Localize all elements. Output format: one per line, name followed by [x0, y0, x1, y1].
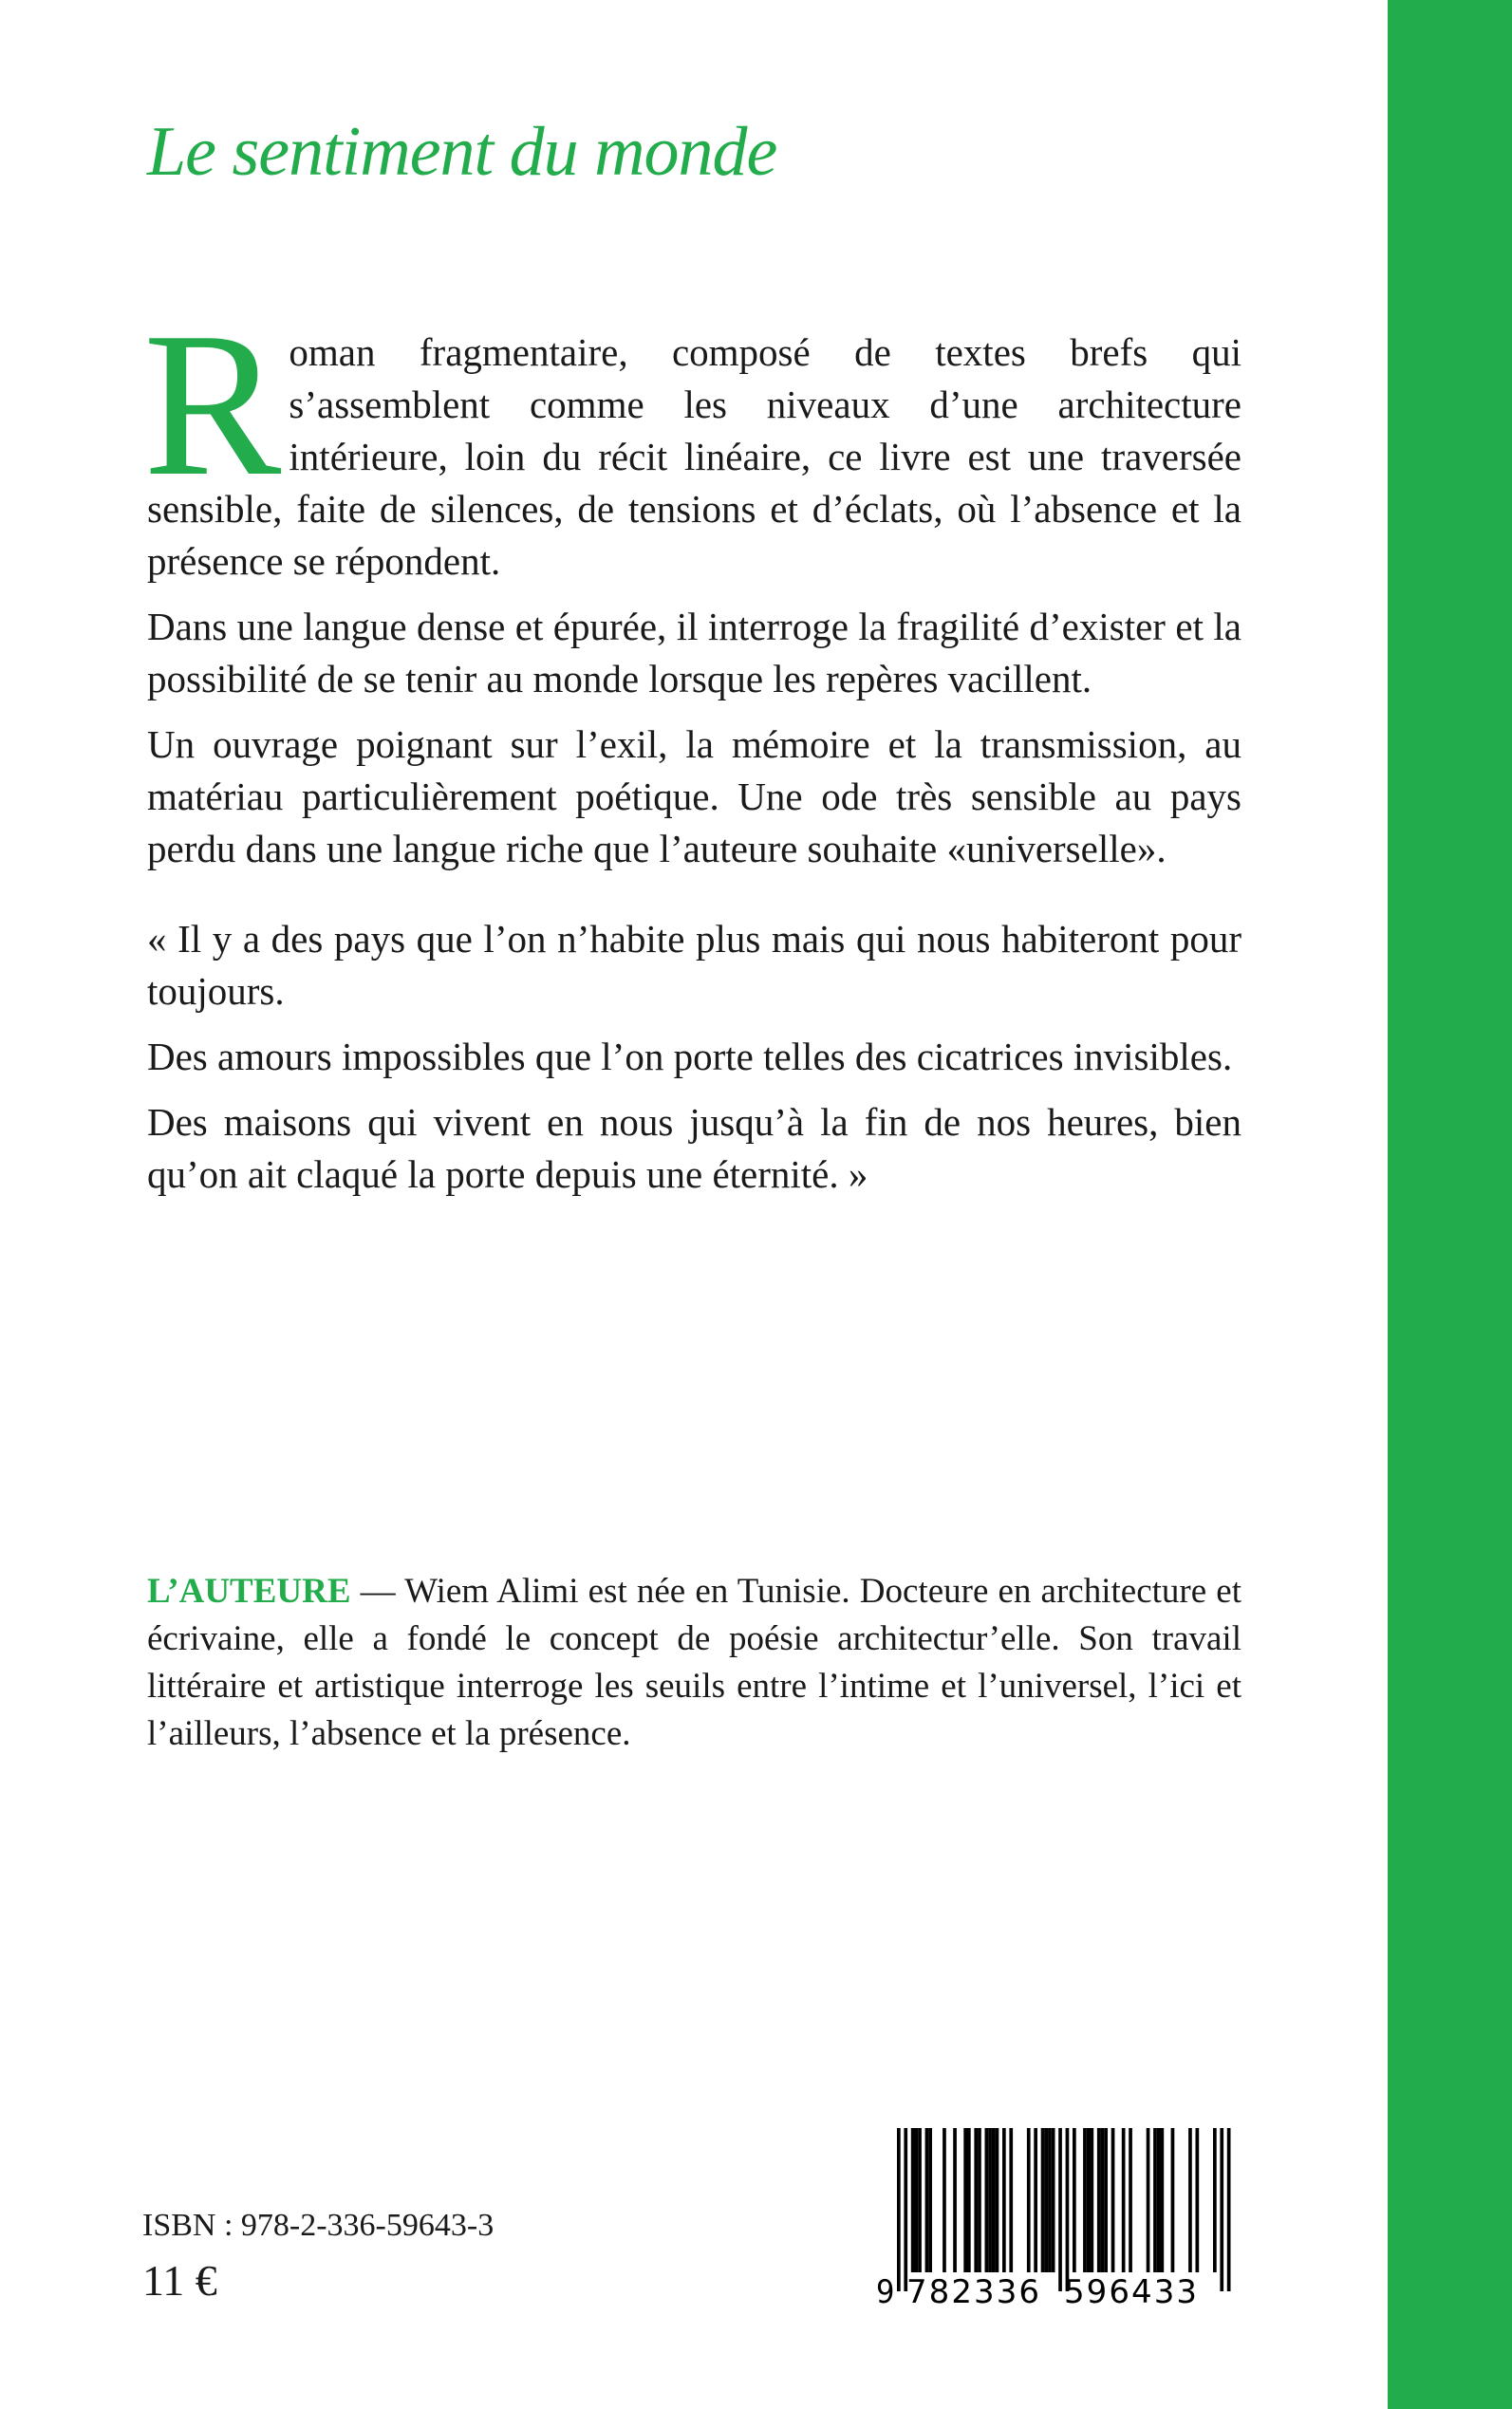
barcode-bar — [1213, 2128, 1217, 2272]
price: 11 € — [142, 2256, 217, 2305]
barcode-bar — [918, 2128, 922, 2272]
barcode-bar — [1122, 2128, 1126, 2272]
barcode-first-digit: 9 — [876, 2273, 895, 2306]
barcode-bar — [928, 2128, 932, 2272]
author-bio — [147, 1568, 1241, 1758]
barcode-bar — [1129, 2128, 1132, 2272]
barcode-bar — [1157, 2128, 1161, 2272]
green-spine-band — [1388, 0, 1512, 2409]
barcode-bar — [1009, 2128, 1013, 2272]
barcode-left-digits: 782336 — [906, 2273, 1039, 2306]
barcode-bar — [988, 2128, 992, 2272]
blurb-paragraph-2: Dans une langue dense et épurée, il interroge la fragilité d’exister et la possibilité de se tenir au monde lorsque les repères vacillent. — [147, 605, 1241, 700]
barcode — [868, 2126, 1248, 2306]
barcode-bar — [1044, 2128, 1048, 2272]
barcode-bar — [1097, 2128, 1101, 2272]
barcode-bar — [974, 2128, 978, 2272]
barcode-bar — [1147, 2128, 1150, 2272]
barcode-bar — [1227, 2128, 1231, 2291]
barcode-bar — [1083, 2128, 1087, 2272]
barcode-bars — [897, 2128, 1231, 2291]
barcode-bar — [992, 2128, 996, 2272]
barcode-bar — [1091, 2128, 1094, 2272]
blurb — [143, 290, 1241, 1214]
barcode-right-digits: 596433 — [1064, 2273, 1197, 2306]
barcode-bar — [1027, 2128, 1031, 2272]
barcode-bar — [904, 2128, 907, 2291]
barcode-bar — [967, 2128, 971, 2272]
barcode-bar — [897, 2128, 901, 2291]
blurb-paragraph-3: Un ouvrage poignant sur l’exil, la mémoire et la transmission, au matériau particulièrement poétique. Une ode très sensible au pays perdu dans une langue riche que l’auteure souhaite «universelle». — [147, 722, 1241, 870]
quote-line-3: Des maisons qui vivent en nous jusqu’à la fin de nos heures, bien qu’on ait claqué la porte depuis une éternité. » — [147, 1100, 1241, 1196]
barcode-bar — [1104, 2128, 1108, 2272]
author-text: — Wiem Alimi est née en Tunisie. Docteure en architecture et écrivaine, elle a fondé le concept de poésie architectur’elle. Son travail littéraire et artistique interroge les seuils entre l’intime et l’universel, l’ici et l’ailleurs, l’absence et la présence. — [147, 1572, 1241, 1753]
barcode-bar — [1101, 2128, 1105, 2272]
barcode-bar — [911, 2128, 915, 2272]
quote-line-1: « Il y a des pays que l’on n’habite plus mais qui nous habiteront pour toujours. — [147, 917, 1241, 1013]
quote-line-2: Des amours impossibles que l’on porte telles des cicatrices invisibles. — [147, 1035, 1233, 1078]
barcode-bar — [1034, 2128, 1037, 2272]
barcode-bar — [996, 2128, 999, 2272]
barcode-bar — [1171, 2128, 1175, 2272]
blurb-paragraph-1-text: oman fragmentaire, composé de textes brefs qui s’assemblent comme les niveaux d’une architecture intérieure, loin du récit linéaire, ce livre est une traversée sensible, faite de silences, de tensions et d’éclats, où l’absence et la présence se répondent. — [147, 330, 1241, 583]
barcode-bar — [1002, 2128, 1006, 2272]
book-title: Le sentiment du monde — [147, 113, 777, 191]
isbn: ISBN : 978-2-336-59643-3 — [142, 2208, 495, 2243]
barcode-bar — [1161, 2128, 1165, 2272]
barcode-bar — [925, 2128, 929, 2272]
barcode-bar — [943, 2128, 946, 2272]
barcode-bar — [1188, 2128, 1192, 2272]
author-label: L’AUTEURE — [147, 1572, 351, 1611]
barcode-bar — [1153, 2128, 1157, 2272]
barcode-bar — [1087, 2128, 1091, 2272]
barcode-bar — [915, 2128, 919, 2272]
barcode-bar — [1041, 2128, 1045, 2272]
drop-cap: R — [143, 290, 282, 519]
barcode-bar — [1058, 2128, 1062, 2291]
barcode-bar — [1048, 2128, 1052, 2272]
barcode-bar — [1220, 2128, 1223, 2291]
barcode-bar — [1066, 2128, 1070, 2291]
barcode-bar — [985, 2128, 989, 2272]
barcode-bar — [1052, 2128, 1055, 2272]
barcode-bar — [1073, 2128, 1076, 2272]
barcode-bar — [953, 2128, 957, 2272]
barcode-bar — [1196, 2128, 1200, 2272]
barcode-bar — [1111, 2128, 1115, 2272]
barcode-bar — [963, 2128, 967, 2272]
barcode-bar — [978, 2128, 981, 2272]
blurb-paragraph-1 — [143, 290, 1241, 588]
